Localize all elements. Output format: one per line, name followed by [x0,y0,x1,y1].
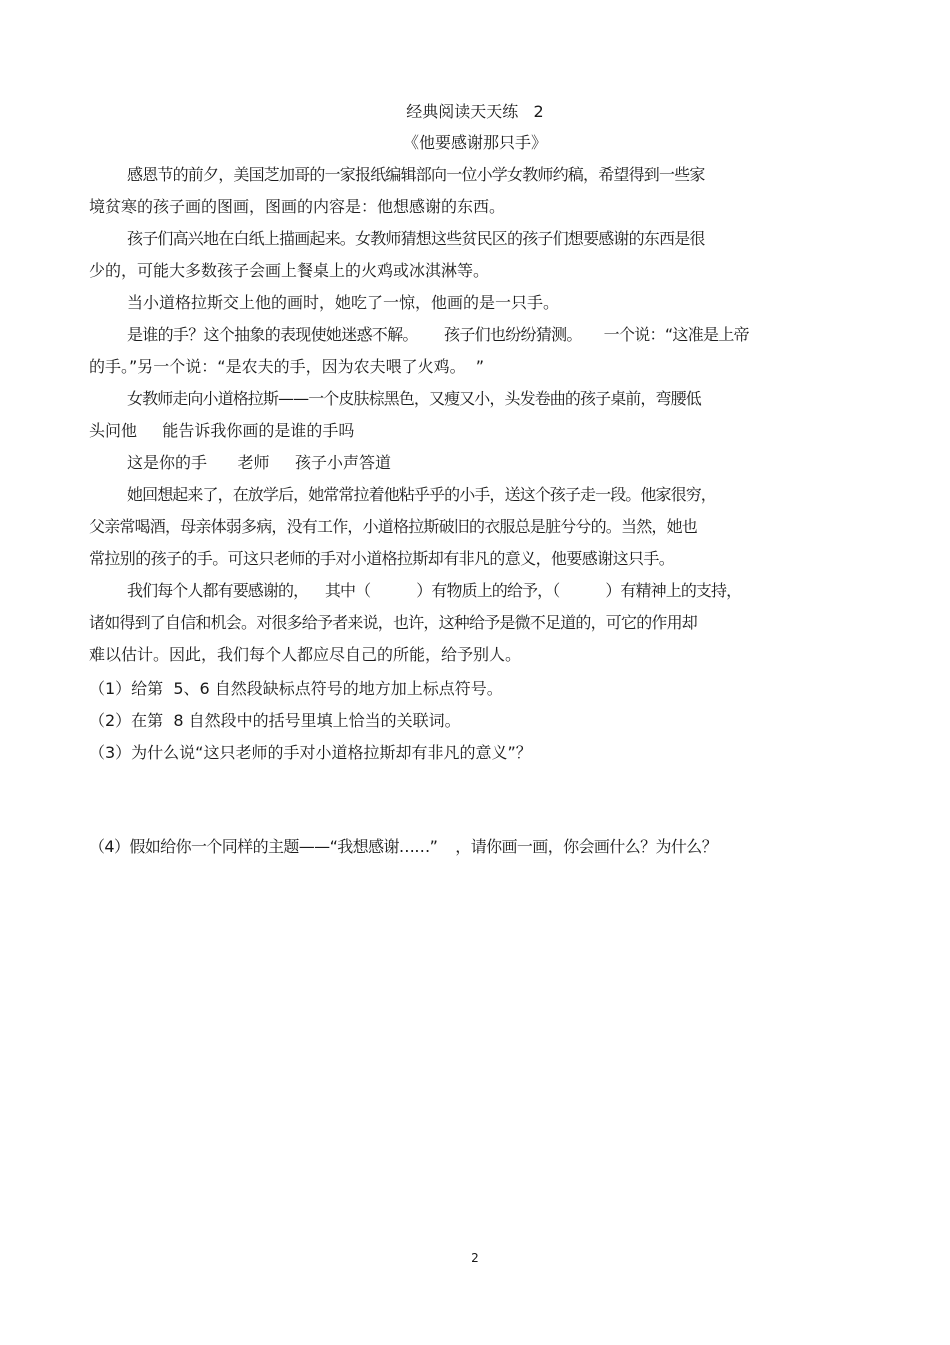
paragraph-line: 我们每个人都有要感谢的， 其中（ ）有物质上的给予，（ ）有精神上的支持， [127,581,742,600]
paragraph-line: 境贫寒的孩子画的图画，图画的内容是：他想感谢的东西。 [89,197,506,216]
paragraph-line: 当小道格拉斯交上他的画时，她吃了一惊，他画的是一只手。 [127,293,560,312]
question-3: （3）为什么说“这只老师的手对小道格拉斯却有非凡的意义”？ [89,743,532,762]
paragraph-line: 父亲常喝酒，母亲体弱多病，没有工作，小道格拉斯破旧的衣服总是脏兮兮的。当然，她也 [89,517,698,536]
question-2: （2）在第 8 自然段中的括号里填上恰当的关联词。 [89,711,461,730]
question-1: （1）给第 5、6 自然段缺标点符号的地方加上标点符号。 [89,679,503,698]
paragraph-line: 的手。”另一个说：“是农夫的手，因为农夫喂了火鸡。 ” [89,357,485,376]
paragraph-line: 她回想起来了，在放学后，她常常拉着他粘乎乎的小手，送这个孩子走一段。他家很穷， [127,485,716,504]
question-4: （4）假如给你一个同样的主题——“我想感谢……” ，请你画一画，你会画什么？为什么？ [89,837,718,856]
paragraph-line: 诸如得到了自信和机会。对很多给予者来说，也许，这种给予是微不足道的，可它的作用却 [89,613,698,632]
paragraph-line: 女教师走向小道格拉斯——一个皮肤棕黑色，又瘦又小，头发卷曲的孩子桌前，弯腰低 [127,389,701,408]
paragraph-line: 感恩节的前夕，美国芝加哥的一家报纸编辑部向一位小学女教师约稿，希望得到一些家 [127,165,705,184]
page-number: 2 [471,1251,479,1265]
paragraph-line: 是谁的手？这个抽象的表现使她迷惑不解。 孩子们也纷纷猜测。 一个说：“这准是上帝 [127,325,749,344]
story-title: 《他要感谢那只手》 [402,133,547,152]
paragraph-line: 头问他 能告诉我你画的是谁的手吗 [89,421,355,440]
paragraph-line: 这是你的手 老师 孩子小声答道 [127,453,391,472]
paragraph-line: 孩子们高兴地在白纸上描画起来。女教师猜想这些贫民区的孩子们想要感谢的东西是很 [127,229,705,248]
paragraph-line: 难以估计。因此，我们每个人都应尽自己的所能，给予别人。 [89,645,522,664]
paragraph-line: 少的，可能大多数孩子会画上餐桌上的火鸡或冰淇淋等。 [89,261,490,280]
paragraph-line: 常拉别的孩子的手。可这只老师的手对小道格拉斯却有非凡的意义，他要感谢这只手。 [89,549,675,568]
page-title: 经典阅读天天练 2 [406,102,544,121]
